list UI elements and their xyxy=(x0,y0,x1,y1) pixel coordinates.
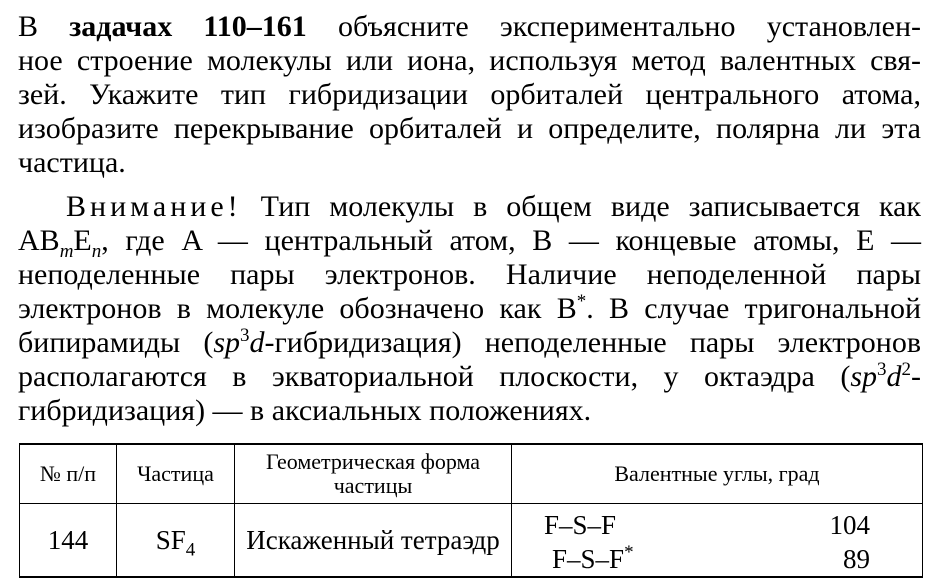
text-line: бипирамиды $(sp^3d-гибридизация)$ неподеленные пары электронов xyxy=(18,325,921,359)
text-line: Внимание! Тип молекулы в общем виде записывается как xyxy=(66,190,921,223)
cell-number: 144 xyxy=(20,504,117,578)
text-line: гибридизация) — в аксиальных положениях. xyxy=(18,394,592,427)
text-line: располагаются в экваториальной плоскости, у октаэдра ($sp^3d^2-$ xyxy=(18,359,921,393)
text-line: В задачах 110–161 объясните экспериментально установлен- xyxy=(18,10,921,43)
cell-shape: Искаженный тетраэдр xyxy=(235,504,512,578)
text-line: частица. xyxy=(18,146,126,179)
table-row xyxy=(20,504,923,578)
text-line: зей. Укажите тип гибридизации орбиталей центрального атома, xyxy=(18,78,921,111)
header-angles: Валентные углы, град xyxy=(512,444,923,504)
particle-table xyxy=(19,443,923,578)
text-line: изобразите перекрывание орбиталей и определите, полярна ли эта xyxy=(18,112,921,145)
attention-word: Внимание! xyxy=(66,190,242,223)
angle-row: F–S–F* 89 xyxy=(552,542,870,574)
task-range: задачах 110–161 xyxy=(69,10,307,43)
text-line: $AB_mE_n$, где A — центральный атом, B — концевые атомы, E — xyxy=(18,224,921,262)
angle-row: F–S–F 104 xyxy=(544,510,870,540)
text-line: электронов в молекуле обозначено как B*. В случае тригональной xyxy=(18,291,921,325)
header-number: № п/п xyxy=(20,444,117,504)
text-line: ное строение молекулы или иона, используя метод валентных свя- xyxy=(18,44,921,77)
cell-angles xyxy=(512,504,923,578)
cell-particle: $SF_4$ xyxy=(117,504,235,578)
table-header-row xyxy=(20,444,923,504)
header-particle: Частица xyxy=(117,444,235,504)
text-line: неподеленные пары электронов. Наличие неподеленной пары xyxy=(18,258,921,291)
header-shape: Геометрическая форма частицы xyxy=(235,444,512,504)
